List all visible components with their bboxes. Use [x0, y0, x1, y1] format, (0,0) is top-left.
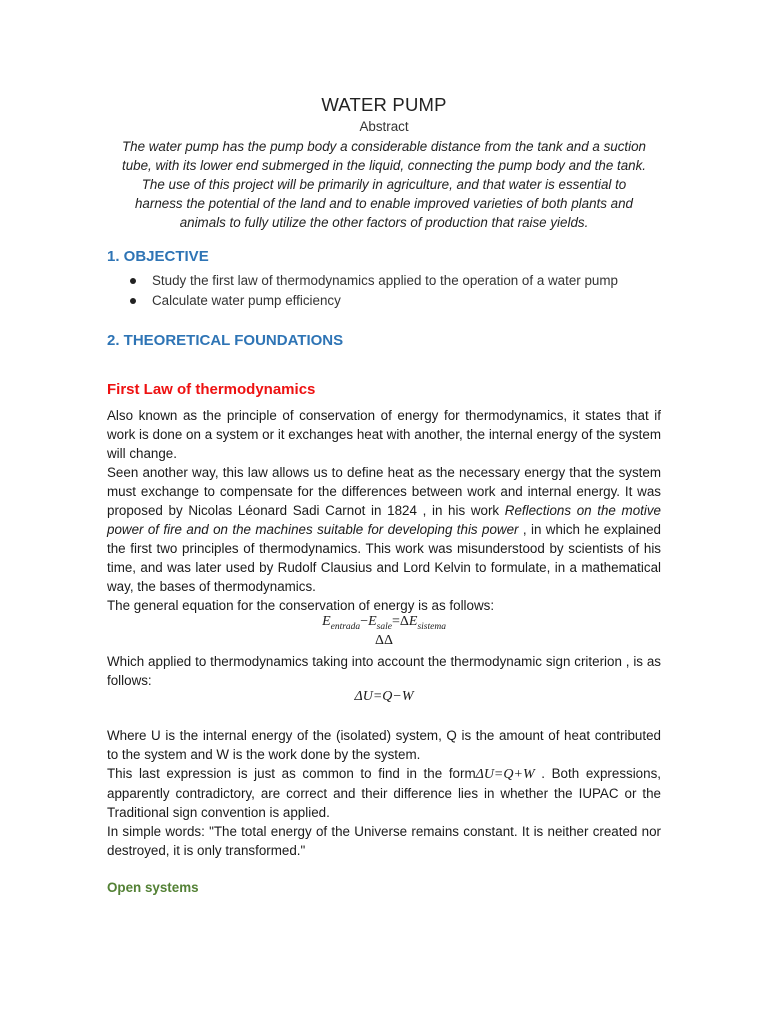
- paragraph: In simple words: "The total energy of the Universe remains constant. It is neither created nor destroyed, it is only transformed.": [107, 824, 661, 858]
- abstract-text: [100, 137, 668, 232]
- book-title: Reflections on the motive power of fire and on the machines suitable for developing this power: [107, 503, 661, 537]
- paragraph: Also known as the principle of conservation of energy for thermodynamics, it states that if work is done on a system or it exchanges heat with another, the internal energy of the system will change.: [107, 408, 661, 461]
- paragraph: [107, 764, 661, 822]
- paragraph-text: Seen another way, this law allows us to define heat as the necessary energy that the system must exchange to compensate for the differences between work and internal energy. It was proposed by Nicolas Léonard Sadi Carnot in 1824 , in his work: [107, 465, 661, 518]
- paragraph-text: This last expression is just as common to find in the form: [107, 766, 476, 781]
- abstract-line: animals to fully utilize the other factors of production that raise yields.: [179, 215, 589, 230]
- first-law-body: [107, 406, 661, 615]
- first-law-heading: First Law of thermodynamics: [107, 381, 316, 398]
- bullet-icon: [130, 278, 136, 284]
- foundations-heading: 2. THEORETICAL FOUNDATIONS: [107, 332, 344, 349]
- abstract-line: The use of this project will be primarily in agriculture, and that water is essential to: [141, 177, 627, 192]
- objective-list: [128, 271, 688, 310]
- document-title: WATER PUMP: [321, 94, 447, 115]
- equation-subline: ΔΔ: [374, 633, 393, 648]
- first-law-equation: ΔU=Q−W: [354, 689, 414, 704]
- paragraph-text: , in which he explained the first two principles of thermodynamics. This work was misunderstood by scientists of his time, and was later used by Rudolf Clausius and Lord Kelvin to formulate, in a mathematical way, the bases of thermodynamics.: [107, 522, 661, 594]
- abstract-line: The water pump has the pump body a considerable distance from the tank and a suction: [121, 139, 647, 154]
- paragraph-text: . Both expressions, apparently contradictory, are correct and their difference lies in whether the IUPAC or the Traditional sign convention is applied.: [107, 766, 661, 820]
- abstract-heading: Abstract: [359, 119, 409, 134]
- open-systems-heading: Open systems: [107, 880, 199, 895]
- equation-explanation: [107, 726, 661, 860]
- abstract-line: harness the potential of the land and to enable improved varieties of both plants and: [134, 196, 634, 211]
- paragraph: [107, 463, 661, 596]
- sign-criterion-text: [107, 652, 661, 690]
- bullet-icon: [130, 298, 136, 304]
- paragraph: Which applied to thermodynamics taking into account the thermodynamic sign criterion , is as follows:: [107, 654, 661, 688]
- paragraph: The general equation for the conservation of energy is as follows:: [107, 598, 495, 613]
- list-item-text: Study the first law of thermodynamics applied to the operation of a water pump: [152, 273, 618, 288]
- list-item: [128, 291, 688, 311]
- list-item: [128, 271, 688, 291]
- energy-conservation-equation: $E_{entrada}-E_{sale}=\Delta E_{sistema}$: [322, 614, 446, 632]
- objective-heading: 1. OBJECTIVE: [107, 248, 209, 265]
- abstract-line: tube, with its lower end submerged in the liquid, connecting the pump body and the tank.: [121, 158, 647, 173]
- inline-equation: ΔU=Q+W: [475, 767, 535, 782]
- paragraph: Where U is the internal energy of the (isolated) system, Q is the amount of heat contributed to the system and W is the work done by the system.: [107, 728, 661, 762]
- list-item-text: Calculate water pump efficiency: [152, 292, 341, 308]
